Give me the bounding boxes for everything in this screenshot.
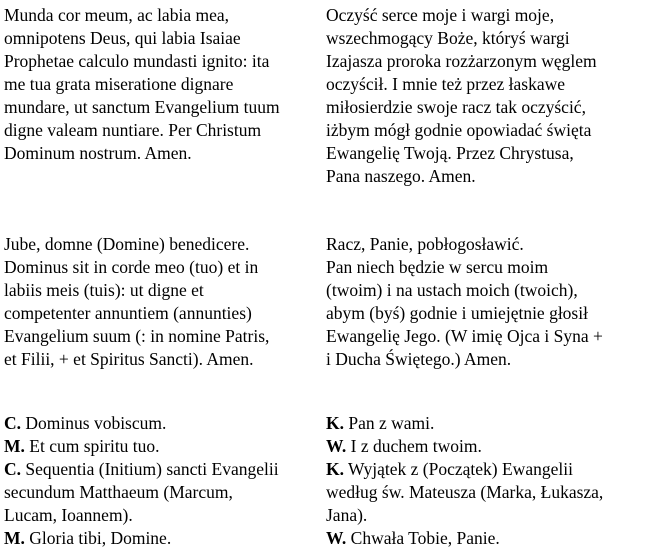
speaker-label: W. xyxy=(326,528,347,548)
text-line: omnipotens Deus, qui labia Isaiae xyxy=(4,28,241,48)
text-line: Ewangelię Jego. (W imię Ojca i Syna + xyxy=(326,326,603,346)
speaker-label: M. xyxy=(4,436,25,456)
text-line: digne valeam nuntiare. Per Christum xyxy=(4,120,262,140)
text-line: i Ducha Świętego.) Amen. xyxy=(326,349,512,369)
text-line: Izajasza proroka rozżarzonym węglem xyxy=(326,51,597,71)
speaker-label: M. xyxy=(4,528,25,548)
jube-domne-latin-paragraph xyxy=(4,233,316,371)
dialogue-text: Dominus vobiscum. xyxy=(21,413,167,433)
dialogue-text: secundum Matthaeum (Marcum, xyxy=(4,482,233,502)
dialogue-text: według św. Mateusza (Marka, Łukasza, xyxy=(326,482,604,502)
speaker-label: K. xyxy=(326,459,344,479)
text-line: Munda cor meum, ac labia mea, xyxy=(4,5,229,25)
munda-cor-latin-paragraph xyxy=(4,4,316,165)
dialogue-text: Wyjątek z (Początek) Ewangelii xyxy=(344,459,573,479)
text-line: miłosierdzie swoje racz tak oczyścić, xyxy=(326,97,586,117)
text-line: oczyścił. I mnie też przez łaskawe xyxy=(326,74,566,94)
dialogue-text: Pan z wami. xyxy=(344,413,435,433)
text-line: (twoim) i na ustach moich (twoich), xyxy=(326,280,578,300)
dialogue-line xyxy=(4,435,316,458)
dialogue-text: Et cum spiritu tuo. xyxy=(24,436,160,456)
text-line: competenter annuntiem (annunties) xyxy=(4,303,252,323)
text-line: Dominus sit in corde meo (tuo) et in xyxy=(4,257,259,277)
speaker-label: W. xyxy=(326,436,347,456)
gospel-dialogue-latin xyxy=(4,412,316,550)
text-line: Pan niech będzie w sercu moim xyxy=(326,257,549,277)
speaker-label: C. xyxy=(4,459,22,479)
dialogue-text: Sequentia (Initium) sancti Evangelii xyxy=(21,459,279,479)
text-line: Pana naszego. Amen. xyxy=(326,166,476,186)
dialogue-text: Lucam, Ioannem). xyxy=(4,505,133,525)
dialogue-line xyxy=(4,527,316,550)
text-line: Oczyść serce moje i wargi moje, xyxy=(326,5,555,25)
dialogue-line xyxy=(4,504,316,527)
dialogue-text: Chwała Tobie, Panie. xyxy=(346,528,500,548)
munda-cor-polish-paragraph xyxy=(326,4,648,188)
dialogue-text: Jana). xyxy=(326,505,368,525)
dialogue-line xyxy=(326,527,648,550)
text-line: mundare, ut sanctum Evangelium tuum xyxy=(4,97,280,117)
text-line: Evangelium suum (: in nomine Patris, xyxy=(4,326,270,346)
dialogue-line xyxy=(326,458,648,481)
text-line: labiis meis (tuis): ut digne et xyxy=(4,280,204,300)
dialogue-line xyxy=(326,412,648,435)
text-line: wszechmogący Boże, któryś wargi xyxy=(326,28,570,48)
dialogue-text: I z duchem twoim. xyxy=(346,436,482,456)
gospel-dialogue-polish xyxy=(326,412,648,550)
dialogue-line xyxy=(4,412,316,435)
text-line: abym (byś) godnie i umiejętnie głosił xyxy=(326,303,588,323)
dialogue-text: Gloria tibi, Domine. xyxy=(24,528,172,548)
dialogue-line xyxy=(4,481,316,504)
text-line: Jube, domne (Domine) benedicere. xyxy=(4,234,250,254)
speaker-label: K. xyxy=(326,413,344,433)
text-line: Prophetae calculo mundasti ignito: ita xyxy=(4,51,270,71)
text-line: Dominum nostrum. Amen. xyxy=(4,143,192,163)
dialogue-line xyxy=(326,481,648,504)
text-line: iżbym mógł godnie opowiadać święta xyxy=(326,120,592,140)
dialogue-line xyxy=(4,458,316,481)
text-line: Ewangelię Twoją. Przez Chrystusa, xyxy=(326,143,574,163)
text-line: Racz, Panie, pobłogosławić. xyxy=(326,234,524,254)
text-line: me tua grata miseratione dignare xyxy=(4,74,234,94)
text-line: et Filii, + et Spiritus Sancti). Amen. xyxy=(4,349,254,369)
speaker-label: C. xyxy=(4,413,22,433)
dialogue-line xyxy=(326,435,648,458)
jube-domne-polish-paragraph xyxy=(326,233,648,371)
dialogue-line xyxy=(326,504,648,527)
